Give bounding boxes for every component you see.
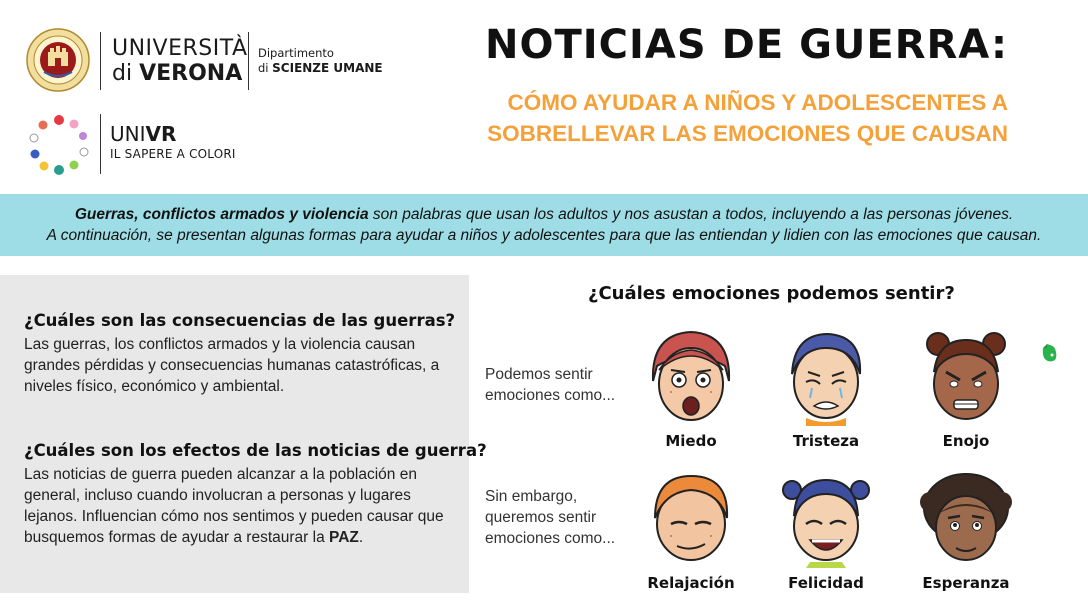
banner-line2: A continuación, se presentan algunas formas para ayudar a niños y adolescentes para que las entiendan y lidien con las emociones que causan. xyxy=(46,227,1042,244)
department-name xyxy=(258,46,383,76)
department-line1: Dipartimento xyxy=(258,46,334,60)
row2-intro-text: Sin embargo, queremos sentir emociones como... xyxy=(485,488,616,547)
banner-bold-phrase: Guerras, conflictos armados y violencia xyxy=(74,206,369,223)
effects-answer-end: . xyxy=(358,529,364,546)
banner-line1-rest: son palabras que usan los adultos y nos asustan a todos, incluyendo a las personas jóvenes. xyxy=(368,206,1014,223)
effects-answer-peace: PAZ xyxy=(329,529,359,546)
page-title: NOTICIAS DE GUERRA: xyxy=(485,22,1008,68)
univr-tagline: IL SAPERE A COLORI xyxy=(110,147,236,161)
evernote-leaf-icon[interactable] xyxy=(1038,342,1060,364)
emotion-label-relaxation: Relajación xyxy=(647,574,735,592)
university-name-line1: UNIVERSITÀ xyxy=(112,36,248,61)
question-effects-heading: ¿Cuáles son los efectos de las noticias de guerra? xyxy=(24,441,487,460)
scared-face-icon xyxy=(641,326,741,428)
emotion-label-happiness: Felicidad xyxy=(788,574,864,592)
question-effects-answer xyxy=(24,464,449,548)
relaxed-face-icon xyxy=(641,468,741,570)
row1-intro-text: Podemos sentir emociones como... xyxy=(485,366,616,404)
univr-name-bold: VR xyxy=(145,122,177,146)
angry-face-icon xyxy=(916,326,1016,428)
university-name-bold: VERONA xyxy=(139,61,243,86)
hopeful-face-icon xyxy=(916,468,1016,570)
sad-face-icon xyxy=(776,326,876,428)
emotion-label-hope: Esperanza xyxy=(922,574,1010,592)
university-of-verona-logo xyxy=(26,28,386,96)
university-name-prefix: di xyxy=(112,61,140,86)
question-consequences-answer: Las guerras, los conflictos armados y la violencia causan grandes pérdidas y consecuencias humanas catastróficas, a niveles físico, económico y ambiental. xyxy=(24,336,440,395)
university-name xyxy=(112,36,248,86)
department-bold: SCIENZE UMANE xyxy=(272,61,383,75)
page-subtitle xyxy=(428,87,1008,149)
emotion-label-fear: Miedo xyxy=(665,432,717,450)
department-line2 xyxy=(258,61,383,76)
subtitle-line1: CÓMO AYUDAR A NIÑOS Y ADOLESCENTES A xyxy=(507,90,1008,115)
question-consequences-heading: ¿Cuáles son las consecuencias de las guerras? xyxy=(24,311,456,330)
intro-banner xyxy=(0,194,1088,256)
dept-divider xyxy=(248,32,249,90)
emotion-label-anger: Enojo xyxy=(942,432,990,450)
department-prefix: di xyxy=(258,61,273,75)
univr-text xyxy=(110,122,236,162)
questions-panel xyxy=(0,275,487,593)
university-seal-icon xyxy=(26,28,90,92)
univr-logo xyxy=(26,112,286,178)
happy-face-icon xyxy=(776,468,876,570)
emotions-title: ¿Cuáles emociones podemos sentir? xyxy=(588,283,955,304)
univr-name-prefix: UNI xyxy=(110,122,146,146)
univr-name xyxy=(110,122,236,146)
effects-answer-text: Las noticias de guerra pueden alcanzar a la población en general, incluso cuando involucran a personas y lugares lejanos. Influencian cómo nos sentimos y pueden causar que busquemos formas de ayudar a restaurar la xyxy=(24,466,444,546)
university-name-line2 xyxy=(112,62,248,86)
logo-divider xyxy=(100,32,101,90)
banner-line1 xyxy=(0,204,1088,225)
subtitle-line2: SOBRELLEVAR LAS EMOCIONES QUE CAUSAN xyxy=(487,121,1008,146)
colored-dots-ring-icon xyxy=(26,112,92,178)
univr-divider xyxy=(100,114,101,174)
emotion-label-sadness: Tristeza xyxy=(792,432,860,450)
